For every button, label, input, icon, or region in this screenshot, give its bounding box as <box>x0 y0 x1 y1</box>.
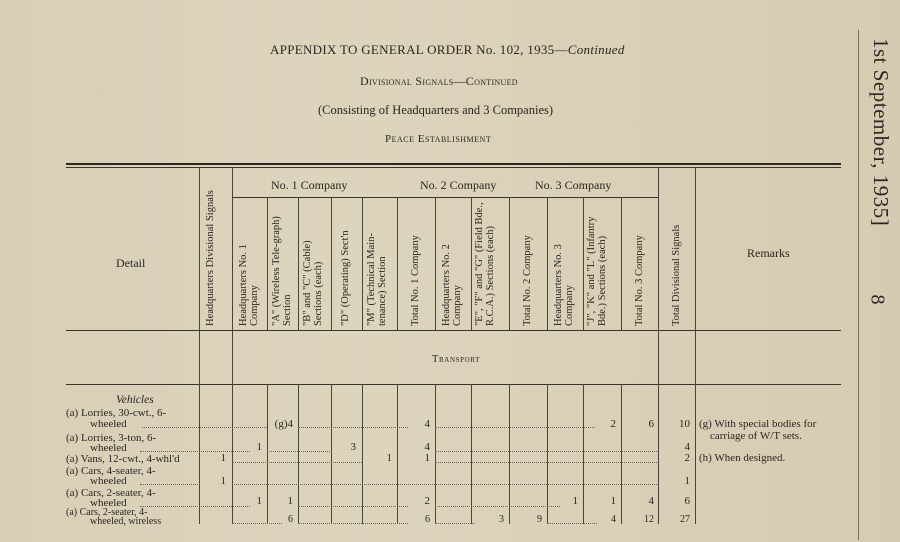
row-label: (a) Cars, 2-seater, 4- <box>66 487 156 499</box>
table-cell: 1 <box>256 441 262 453</box>
table-cell: 6 <box>684 495 690 507</box>
table-cell: 10 <box>679 418 690 430</box>
col-header-jkl-sections: "J", "K" and "L" (Infantry Bde.) Sections (each) <box>586 216 608 326</box>
col-rule <box>583 384 584 524</box>
page-number: 8 <box>866 294 889 305</box>
col-header-total-no3: Total No. 3 Company <box>634 235 645 326</box>
leader-dots <box>267 451 332 452</box>
margin-date: 1st September, 1935] <box>869 38 893 227</box>
col-header-total-div-signals: Total Divisional Signals <box>671 224 682 326</box>
row-label: (a) Cars, 2-seater, 4- <box>66 507 148 518</box>
leader-dots <box>298 523 408 524</box>
table-top-rule <box>66 163 841 165</box>
col-header-a-section: "A" (Wireless Tele-graph) Section <box>271 216 293 326</box>
row-label-cont: wheeled, wireless <box>90 516 162 527</box>
section-title: Peace Establishment <box>385 133 492 145</box>
leader-dots <box>142 427 267 428</box>
row-label-cont: wheeled <box>90 418 127 430</box>
leader-dots <box>547 523 597 524</box>
table-cell: 1 <box>572 495 578 507</box>
table-cell: (g)4 <box>274 418 293 430</box>
col-rule <box>509 197 510 330</box>
transport-rule <box>66 384 841 385</box>
row-label: (a) Lorries, 30-cwt., 6- <box>66 407 167 419</box>
remark-cont: carriage of W/T sets. <box>710 430 802 442</box>
col-rule <box>695 167 696 524</box>
table-cell: 1 <box>424 452 430 464</box>
group-no1-company: No. 1 Company <box>271 178 348 192</box>
table-cell: 4 <box>648 495 654 507</box>
vehicles-subheading: Vehicles <box>116 394 154 406</box>
header-bottom-rule <box>66 330 841 331</box>
table-cell: 6 <box>288 514 293 525</box>
group-no3-company: No. 3 Company <box>535 178 612 192</box>
col-rule <box>397 197 398 330</box>
table-cell: 1 <box>684 475 690 487</box>
col-header-hq-no1: Headquarters No. 1 Company <box>238 244 260 326</box>
col-rule <box>547 197 548 330</box>
col-rule <box>471 197 472 330</box>
table-cell: 4 <box>424 441 430 453</box>
col-rule <box>658 167 659 524</box>
table-cell: 1 <box>256 495 262 507</box>
table-cell: 3 <box>350 441 356 453</box>
col-header-m-section: "M" (Technical Main-tenance) Section <box>366 233 388 326</box>
leader-dots <box>232 484 657 485</box>
col-rule <box>267 197 268 330</box>
table-cell: 27 <box>680 514 690 525</box>
table-cell: 2 <box>610 418 616 430</box>
col-rule <box>331 197 332 330</box>
row-label: (a) Vans, 12-cwt., 4-whl'd <box>66 453 180 465</box>
col-rule <box>583 197 584 330</box>
col-rule <box>435 197 436 330</box>
remark: (g) With special bodies for <box>699 418 817 430</box>
row-label-cont: wheeled <box>90 497 127 509</box>
group-rule <box>232 197 658 198</box>
col-rule <box>509 384 510 524</box>
col-rule <box>362 197 363 330</box>
table-cell: 2 <box>424 495 430 507</box>
col-rule <box>298 384 299 524</box>
table-cell: 1 <box>610 495 616 507</box>
leader-dots <box>140 506 250 507</box>
table-cell: 9 <box>537 514 542 525</box>
row-label-cont: wheeled <box>90 442 127 454</box>
detail-header: Detail <box>116 256 146 270</box>
appendix-title: APPENDIX TO GENERAL ORDER No. 102, 1935—Continued <box>270 42 625 57</box>
table-cell: 2 <box>684 452 690 464</box>
leader-dots <box>435 427 595 428</box>
col-rule <box>435 384 436 524</box>
table-cell: 4 <box>611 514 616 525</box>
col-header-total-no2: Total No. 2 Company <box>522 235 533 326</box>
transport-heading: Transport <box>432 354 480 365</box>
col-rule <box>621 384 622 524</box>
table-top-rule-2 <box>66 167 841 168</box>
col-header-hq-no3: Headquarters No. 3 Company <box>553 244 575 326</box>
table-cell: 1 <box>220 475 226 487</box>
row-label: (a) Lorries, 3-ton, 6- <box>66 432 157 444</box>
table-cell: 3 <box>499 514 504 525</box>
leader-dots <box>298 506 408 507</box>
table-cell: 12 <box>644 514 654 525</box>
leader-dots <box>232 462 362 463</box>
group-no2-company: No. 2 Company <box>420 178 497 192</box>
col-header-bc-sections: "B" and "C" (Cable) Sections (each) <box>302 240 324 326</box>
leader-dots <box>140 484 200 485</box>
col-rule <box>232 167 233 524</box>
row-label-cont: wheeled <box>90 475 127 487</box>
col-header-hq-div-signals: Headquarters Divisional Signals <box>205 190 216 326</box>
col-header-d-section: "D" (Operating) Sect'n <box>340 230 351 326</box>
col-rule <box>547 384 548 524</box>
remarks-header: Remarks <box>747 246 790 260</box>
col-header-total-no1: Total No. 1 Company <box>410 235 421 326</box>
leader-dots <box>435 523 475 524</box>
leader-dots <box>435 451 657 452</box>
table-cell: 6 <box>425 514 430 525</box>
col-rule <box>621 197 622 330</box>
table-cell: 4 <box>684 441 690 453</box>
leader-dots <box>435 506 560 507</box>
table-cell: 1 <box>220 452 226 464</box>
col-header-hq-no2: Headquarters No. 2 Company <box>441 244 463 326</box>
subtitle: Divisional Signals—Continued <box>360 74 518 88</box>
bleed-through-text: · · · · · · · · · <box>96 86 146 97</box>
col-rule <box>362 384 363 524</box>
margin-rule <box>858 30 859 540</box>
col-rule <box>267 384 268 524</box>
leader-dots <box>435 462 657 463</box>
row-label: (a) Cars, 4-seater, 4- <box>66 465 156 477</box>
table-cell: 1 <box>386 452 392 464</box>
col-rule <box>331 384 332 524</box>
col-header-efg-sections: "E", "F" and "G" (Field Bde., R.C.A.) Sections (each) <box>474 202 496 326</box>
col-rule <box>199 167 200 524</box>
composition-note: (Consisting of Headquarters and 3 Companies) <box>318 103 554 117</box>
table-cell: 4 <box>424 418 430 430</box>
remark: (h) When designed. <box>699 452 786 464</box>
leader-dots <box>298 427 408 428</box>
table-cell: 6 <box>648 418 654 430</box>
col-rule <box>397 384 398 524</box>
leader-dots <box>140 451 250 452</box>
col-rule <box>298 197 299 330</box>
table-cell: 1 <box>287 495 293 507</box>
col-rule <box>471 384 472 524</box>
